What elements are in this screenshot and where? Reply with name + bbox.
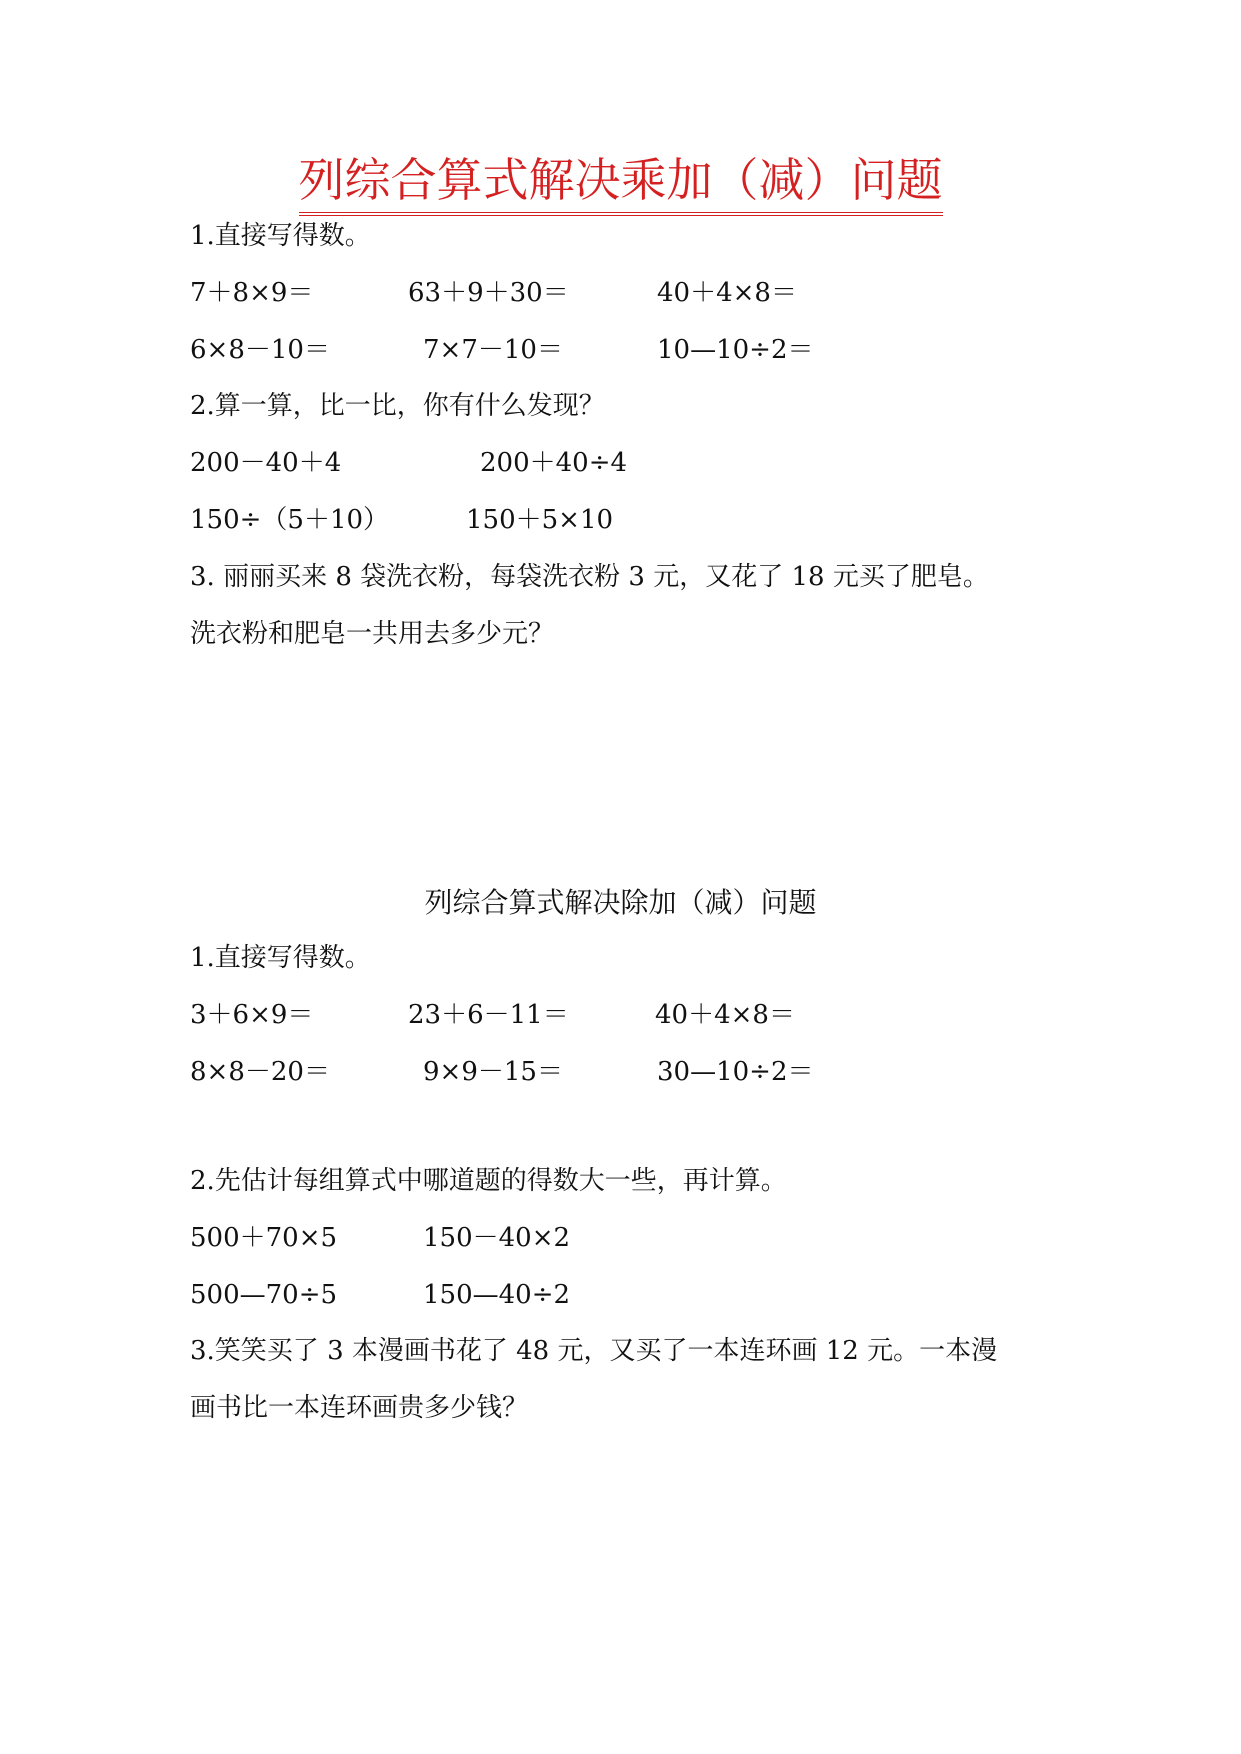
part2-q1-expr: 9×9－15＝ xyxy=(423,1057,563,1087)
part1-q1-expr: 6×8－10＝ xyxy=(190,335,330,365)
part2-q1-expr: 30—10÷2＝ xyxy=(657,1057,814,1087)
part1-q1-expr: 7×7－10＝ xyxy=(423,335,563,365)
part1-q1-expr: 63＋9＋30＝ xyxy=(408,278,569,308)
part1-q2-expr: 200－40＋4 xyxy=(190,448,342,478)
part1-q1-expr: 7＋8×9＝ xyxy=(190,278,314,308)
part2-q2-expr: 500—70÷5 xyxy=(190,1280,338,1310)
part2-q1-heading: 1.直接写得数。 xyxy=(190,943,371,973)
part1-q2-expr: 200＋40÷4 xyxy=(480,448,628,478)
main-title xyxy=(0,150,1241,216)
part2-q1-expr: 40＋4×8＝ xyxy=(655,1000,795,1030)
part1-q3-line2: 洗衣粉和肥皂一共用去多少元？ xyxy=(190,619,555,649)
part2-q1-expr: 23＋6－11＝ xyxy=(408,1000,569,1030)
part2-q2-heading: 2.先估计每组算式中哪道题的得数大一些，再计算。 xyxy=(190,1166,787,1196)
part2-q2-expr: 500＋70×5 xyxy=(190,1223,338,1253)
part1-q1-heading: 1.直接写得数。 xyxy=(190,221,371,251)
part2-q3-line1: 3.笑笑买了 3 本漫画书花了 48 元，又买了一本连环画 12 元。一本漫 xyxy=(190,1336,998,1366)
part1-q1-expr: 40＋4×8＝ xyxy=(657,278,797,308)
part2-q1-expr: 3＋6×9＝ xyxy=(190,1000,314,1030)
part1-q3-line1: 3. 丽丽买来 8 袋洗衣粉，每袋洗衣粉 3 元，又花了 18 元买了肥皂。 xyxy=(190,562,989,592)
main-title-text: 列综合算式解决乘加（减）问题 xyxy=(299,150,943,216)
part2-q2-expr: 150—40÷2 xyxy=(423,1280,571,1310)
part1-q2-expr: 150÷（5＋10） xyxy=(190,505,390,535)
part2-q3-line2: 画书比一本连环画贵多少钱？ xyxy=(190,1393,529,1423)
part2-q2-expr: 150－40×2 xyxy=(423,1223,571,1253)
part1-q1-expr: 10—10÷2＝ xyxy=(657,335,814,365)
part1-q2-heading: 2.算一算，比一比，你有什么发现？ xyxy=(190,391,605,421)
part1-q2-expr: 150＋5×10 xyxy=(466,505,614,535)
part2-q1-expr: 8×8－20＝ xyxy=(190,1057,330,1087)
section-title: 列综合算式解决除加（减）问题 xyxy=(424,886,817,919)
